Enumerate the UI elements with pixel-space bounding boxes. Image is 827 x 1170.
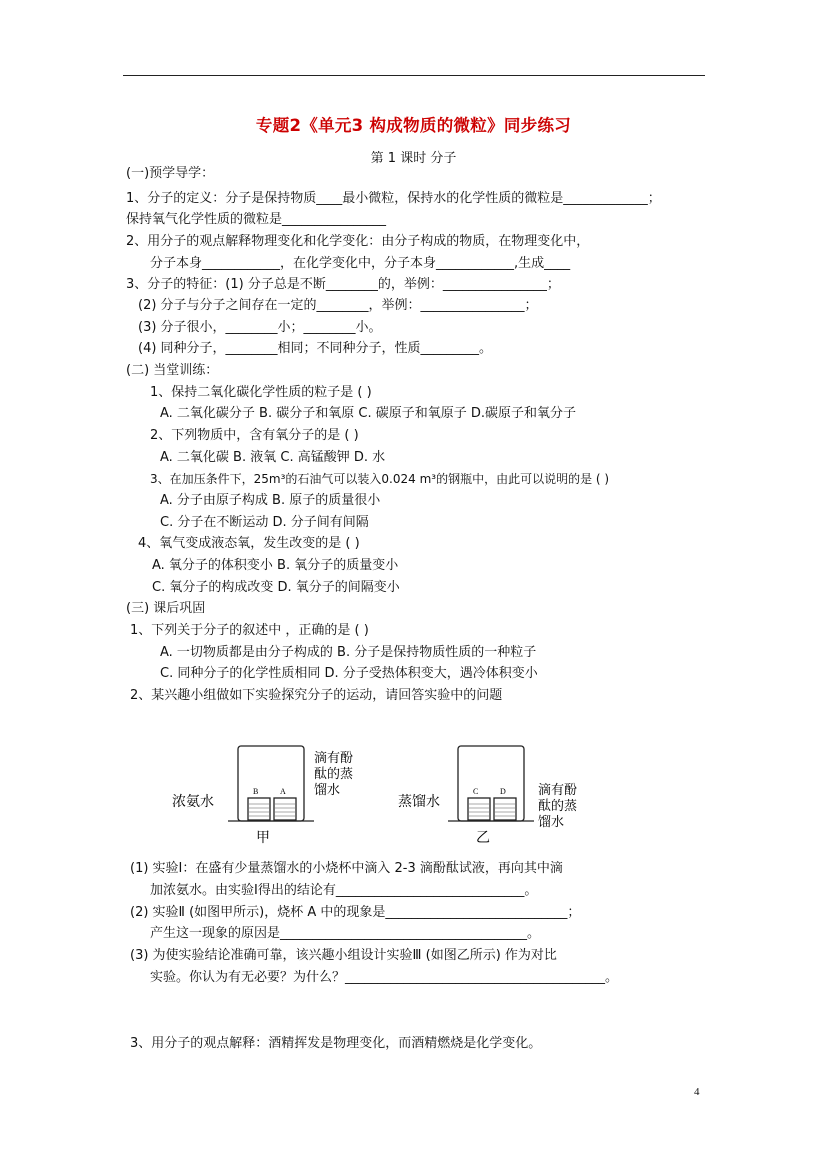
left-side-label-1: 滴有酚 [314,751,354,766]
page-subtitle: 第 1 课时 分子 [370,151,457,166]
text-line: 分子本身____________，在化学变化中，分子本身____________,生成____ [150,256,571,271]
beaker-d-label: D [500,787,506,796]
left-side-label-2: 酞的蒸 [314,767,354,782]
beaker-c-label: C [473,787,479,796]
beaker-b-label: B [253,787,259,796]
header-rule [123,75,705,76]
options: C. 分子在不断运动 D. 分子间有间隔 [160,515,369,530]
text-line: (4) 同种分子，________相同；不同种分子，性质_________。 [138,341,493,356]
options: A. 一切物质都是由分子构成的 B. 分子是保持物质性质的一种粒子 [160,645,537,660]
options: C. 同种分子的化学性质相同 D. 分子受热体积变大，遇冷体积变小 [160,666,538,681]
left-liquid-label: 浓氨水 [172,794,214,810]
experiment-figure [168,738,628,848]
options: A. 二氧化碳 B. 液氧 C. 高锰酸钾 D. 水 [160,450,386,465]
question: (1) 实验Ⅰ：在盛有少量蒸馏水的小烧杯中滴入 2-3 滴酚酞试液，再向其中滴 [130,861,563,876]
text-line: 加浓氨水。由实验Ⅰ得出的结论有_____________________________。 [150,883,538,898]
right-side-label-1: 滴有酚 [538,783,578,798]
right-side-label-2: 酞的蒸 [538,799,578,814]
options: C. 氧分子的构成改变 D. 氧分子的间隔变小 [152,580,400,595]
text-line: 1、分子的定义：分子是保持物质____最小微粒，保持水的化学性质的微粒是_____________； [126,191,661,206]
apparatus-jia [228,746,314,821]
question: 1、下列关于分子的叙述中 ，正确的是 ( ) [130,623,369,638]
question: (2) 实验Ⅱ (如图甲所示)，烧杯 A 中的现象是____________________________； [130,905,581,920]
text-line: (3) 分子很小，________小；________小。 [138,320,382,335]
question: 4、氧气变成液态氧，发生改变的是 ( ) [138,536,360,551]
beaker-a-label: A [280,787,286,796]
text-line: 实验。你认为有无必要？为什么？________________________________________。 [150,970,619,985]
left-side-label-3: 馏水 [314,783,341,798]
section-heading-1: (一)预学导学： [126,166,215,181]
options: A. 二氧化碳分子 B. 碳分子和氧原 C. 碳原子和氧原子 D.碳原子和氧分子 [160,406,576,421]
text-line: 2、用分子的观点解释物理变化和化学变化：由分子构成的物质，在物理变化中， [126,234,590,249]
page-number: 4 [694,1086,700,1098]
caption-yi: 乙 [476,830,490,846]
question: (3) 为使实验结论准确可靠，该兴趣小组设计实验Ⅲ (如图乙所示) 作为对比 [130,948,557,963]
right-liquid-label: 蒸馏水 [398,794,440,810]
text-line: 3、分子的特征：(1) 分子总是不断________的，举例：________________； [126,277,560,292]
text-line: 产生这一现象的原因是______________________________________。 [150,926,541,941]
apparatus-yi [448,746,534,821]
question: 2、某兴趣小组做如下实验探究分子的运动，请回答实验中的问题 [130,688,503,703]
page-title: 专题2《单元3 构成物质的微粒》同步练习 [255,116,572,135]
options: A. 氧分子的体积变小 B. 氧分子的质量变小 [152,558,399,573]
text-line: (2) 分子与分子之间存在一定的________，举例：________________； [138,298,538,313]
text-line: 保持氧气化学性质的微粒是________________ [126,212,387,227]
question: 1、保持二氧化碳化学性质的粒子是 ( ) [150,385,372,400]
section-heading-3: (三) 课后巩固 [126,601,206,616]
caption-jia: 甲 [256,830,270,846]
question: 3、在加压条件下，25m³的石油气可以装入0.024 m³的钢瓶中，由此可以说明的是 ( ) [150,472,610,486]
question: 3、用分子的观点解释：酒精挥发是物理变化，而酒精燃烧是化学变化。 [130,1036,542,1051]
right-side-label-3: 馏水 [538,815,565,830]
question: 2、下列物质中，含有氧分子的是 ( ) [150,428,359,443]
options: A. 分子由原子构成 B. 原子的质量很小 [160,493,381,508]
section-heading-2: (二) 当堂训练： [126,363,219,378]
